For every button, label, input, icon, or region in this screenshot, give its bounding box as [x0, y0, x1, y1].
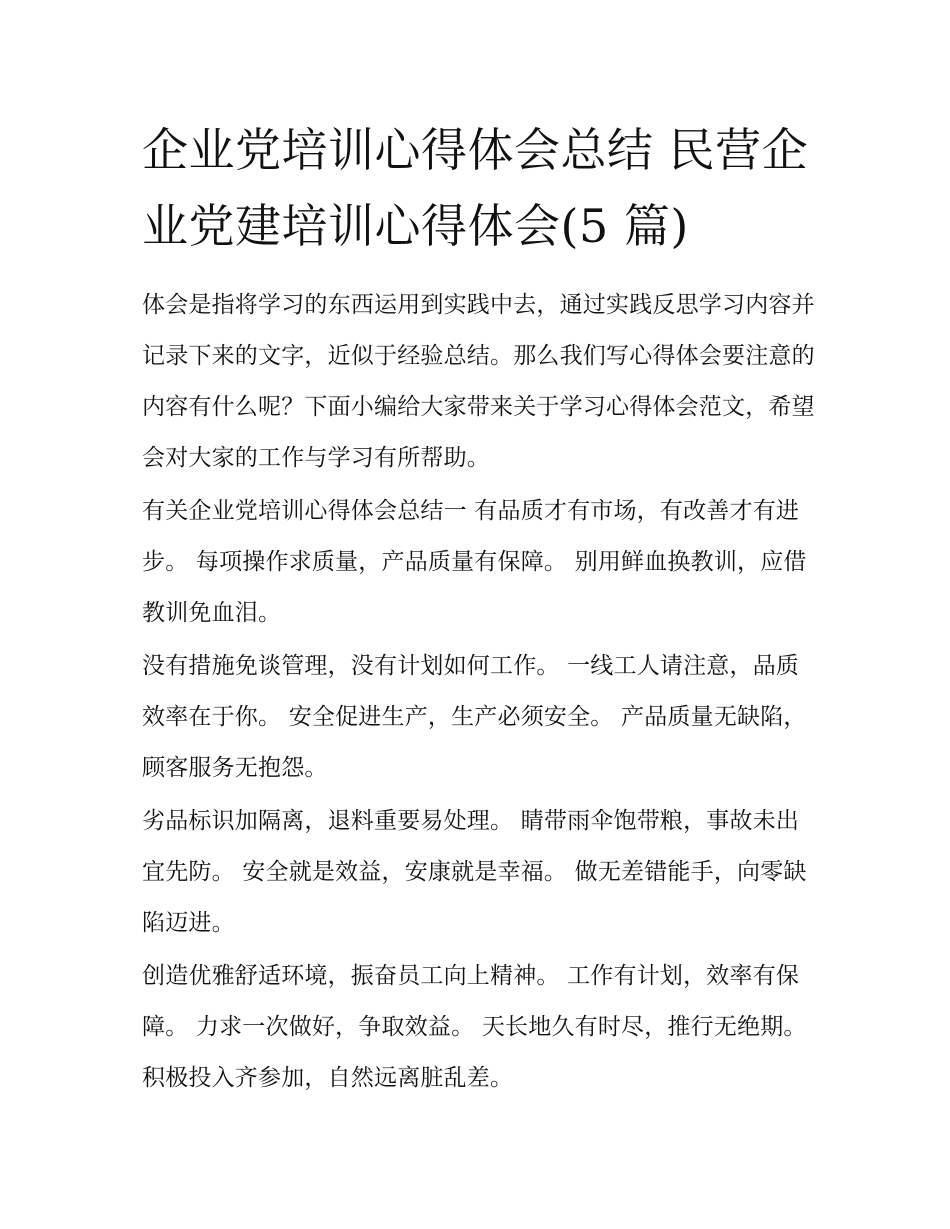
body-paragraph: 劣品标识加隔离，退料重要易处理。 睛带雨伞饱带粮，事故未出宜先防。 安全就是效益，安康就是幸福。 做无差错能手，向零缺陷迈进。: [142, 808, 807, 936]
document-title: 企业党培训心得体会总结 民营企业党建培训心得体会(5 篇): [142, 123, 809, 253]
body-paragraph: 创造优雅舒适环境，振奋员工向上精神。 工作有计划，效率有保障。 力求一次做好，争取效益。 天长地久有时尽，推行无绝期。 积极投入齐参加，自然远离脏乱差。: [142, 963, 807, 1091]
body-paragraph: 没有措施免谈管理，没有计划如何工作。 一线工人请注意，品质效率在于你。 安全促进生产，生产必须安全。 产品质量无缺陷，顾客服务无抱怨。: [142, 653, 807, 781]
intro-paragraph: 体会是指将学习的东西运用到实践中去，通过实践反思学习内容并记录下来的文字，近似于经验总结。那么我们写心得体会要注意的内容有什么呢？下面小编给大家带来关于学习心得体会范文，希望会对大家的工作与学习有所帮助。: [142, 292, 815, 471]
document-content: [142, 112, 822, 1106]
body-paragraph: 有关企业党培训心得体会总结一 有品质才有市场，有改善才有进步。 每项操作求质量，产品质量有保障。 别用鲜血换教训，应借教训免血泪。: [142, 498, 807, 626]
